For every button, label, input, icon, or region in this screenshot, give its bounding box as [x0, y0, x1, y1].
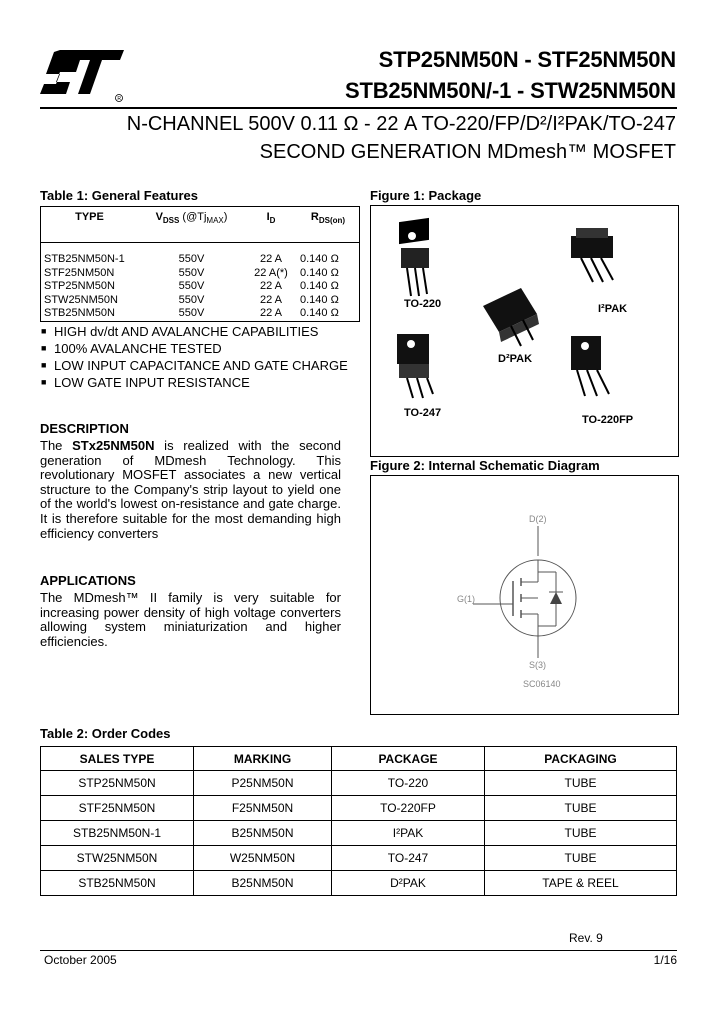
table-row: [41, 280, 360, 294]
applications-heading: APPLICATIONS: [40, 573, 136, 588]
feature-item: ■ 100% AVALANCHE TESTED: [41, 341, 222, 356]
order-cell: STB25NM50N-1: [41, 821, 194, 846]
order-cell: TO-220: [332, 771, 485, 796]
col-vdss: $V_{DSS}$ $(@Tj_{MAX})$: [138, 207, 245, 243]
st-logo: [40, 42, 124, 104]
bullet-icon: ■: [41, 326, 47, 336]
title-line-2: STB25NM50N/-1 - STW25NM50N: [345, 78, 676, 103]
cell-type: STF25NM50N: [44, 266, 115, 279]
cell-vdss: 550V: [178, 293, 205, 306]
cell-id: 22 A: [259, 307, 283, 319]
description-text: The STx25NM50N is realized with the second generation of MDmesh Technology. This revolutionary MOSFET associates a new vertical structure to the Company's strip layout to yield one of the world's lowest on-resistance and gate charge. It is therefore suitable for the most demanding high efficiency converters: [40, 438, 341, 541]
order-cell: STW25NM50N: [41, 846, 194, 871]
label-to220fp: TO-220FP: [582, 414, 634, 426]
cell-vdss: 550V: [178, 266, 205, 279]
table-row: [41, 243, 360, 267]
general-features-table: [40, 206, 360, 322]
order-cell: TO-220FP: [332, 796, 485, 821]
cell-rds: 0.140 Ω: [300, 307, 339, 319]
order-cell: D²PAK: [332, 871, 485, 896]
cell-type: STW25NM50N: [44, 293, 118, 306]
package-figure: [370, 205, 679, 457]
order-cell: STF25NM50N: [41, 796, 194, 821]
order-codes-table: [40, 746, 677, 896]
cell-vdss: 550V: [178, 307, 205, 319]
table1-caption: Table 1: General Features: [40, 188, 198, 203]
revision: Rev. 9: [569, 931, 603, 945]
col-package: PACKAGE: [332, 747, 485, 771]
figure2-caption: Figure 2: Internal Schematic Diagram: [370, 458, 600, 473]
cell-rds: 0.140 Ω: [300, 266, 339, 279]
header-rule: [40, 107, 677, 109]
col-sales-type: SALES TYPE: [41, 747, 194, 771]
description-heading: DESCRIPTION: [40, 421, 129, 436]
order-cell: TUBE: [485, 771, 677, 796]
order-cell: B25NM50N: [194, 821, 332, 846]
table-row: [41, 796, 677, 821]
label-to247: TO-247: [404, 407, 442, 419]
schematic-figure: [370, 475, 679, 715]
cell-rds: 0.140 Ω: [300, 280, 339, 292]
cell-type: STP25NM50N: [44, 280, 115, 292]
order-cell: B25NM50N: [194, 871, 332, 896]
order-cell: P25NM50N: [194, 771, 332, 796]
table-row: [41, 846, 677, 871]
cell-id: 22 A: [259, 293, 283, 306]
source-label: S(3): [529, 660, 547, 670]
feature-item: ■ LOW GATE INPUT RESISTANCE: [41, 375, 250, 390]
footer-rule: [40, 950, 677, 951]
to247-package-icon: [397, 334, 433, 398]
table-row: [41, 267, 360, 281]
cell-id: 22 A: [259, 253, 283, 265]
order-cell: TUBE: [485, 846, 677, 871]
cell-vdss: 550V: [178, 253, 205, 265]
page-number: 1/16: [653, 953, 677, 967]
to220fp-package-icon: [571, 336, 609, 396]
order-cell: F25NM50N: [194, 796, 332, 821]
cell-id: 22 A: [259, 280, 283, 292]
d2pak-package-icon: [483, 288, 539, 346]
order-cell: TAPE & REEL: [485, 871, 677, 896]
subtitle-line-2: SECOND GENERATION MDmesh™ MOSFET: [259, 141, 676, 163]
cell-type: STB25NM50N-1: [44, 253, 125, 265]
col-type: TYPE: [41, 207, 139, 243]
bullet-icon: ■: [41, 343, 47, 353]
cell-rds: 0.140 Ω: [300, 253, 339, 265]
st-logo-icon: [40, 42, 124, 104]
col-packaging: PACKAGING: [485, 747, 677, 771]
table2-caption: Table 2: Order Codes: [40, 726, 171, 741]
label-d2pak: D²PAK: [498, 353, 533, 365]
bullet-icon: ■: [41, 377, 47, 387]
footer-date: October 2005: [44, 953, 117, 967]
cell-id: 22 A(*): [254, 266, 288, 279]
table-row: [41, 771, 677, 796]
cell-type: STB25NM50N: [44, 307, 115, 319]
col-id: $I_D$: [245, 207, 297, 243]
table-row: [41, 871, 677, 896]
label-to220: TO-220: [404, 298, 442, 310]
order-cell: TUBE: [485, 796, 677, 821]
svg-text:R: R: [117, 96, 122, 102]
to220-package-icon: [399, 218, 429, 296]
gate-label: G(1): [457, 594, 475, 604]
title-line-1: STP25NM50N - STF25NM50N: [378, 47, 676, 72]
col-marking: MARKING: [194, 747, 332, 771]
order-cell: TO-247: [332, 846, 485, 871]
feature-item: ■ LOW INPUT CAPACITANCE AND GATE CHARGE: [41, 358, 348, 373]
col-rds: $R_{DS(on)}$: [297, 207, 360, 243]
order-cell: TUBE: [485, 821, 677, 846]
order-cell: I²PAK: [332, 821, 485, 846]
feature-list: [40, 323, 370, 391]
table-row: [41, 821, 677, 846]
order-cell: STP25NM50N: [41, 771, 194, 796]
feature-item: ■ HIGH dv/dt AND AVALANCHE CAPABILITIES: [41, 324, 319, 339]
i2pak-package-icon: [571, 228, 613, 282]
bullet-icon: ■: [41, 360, 47, 370]
order-cell: STB25NM50N: [41, 871, 194, 896]
drain-label: D(2): [529, 514, 547, 524]
table-row: [41, 294, 360, 308]
subtitle-line-1: N-CHANNEL 500V 0.11 Ω - 22 A TO-220/FP/D²/I²PAK/TO-247: [126, 113, 676, 135]
cell-vdss: 550V: [178, 280, 205, 292]
schematic-ref: SC06140: [523, 679, 561, 689]
cell-rds: 0.140 Ω: [300, 293, 339, 306]
applications-text: The MDmesh™ II family is very suitable for increasing power density of high voltage converters allowing system miniaturization and higher efficiencies.: [40, 590, 341, 649]
order-cell: W25NM50N: [194, 846, 332, 871]
figure1-caption: Figure 1: Package: [370, 188, 482, 203]
table-row: [41, 307, 360, 321]
label-i2pak: I²PAK: [598, 303, 628, 315]
